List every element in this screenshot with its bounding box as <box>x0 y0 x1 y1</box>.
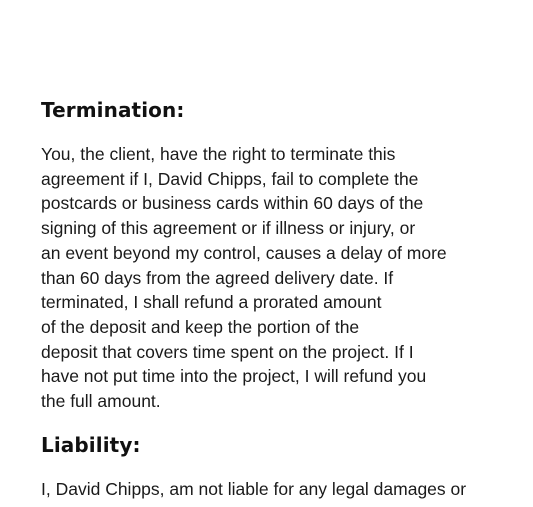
paragraph-line: postcards or business cards within 60 days of the <box>41 193 424 214</box>
paragraph-line: an event beyond my control, causes a delay of more <box>41 242 447 263</box>
document-page <box>41 96 511 501</box>
paragraph-line: have not put time into the project, I will refund you <box>41 366 427 387</box>
paragraph-line: You, the client, have the right to terminate this <box>41 144 396 164</box>
paragraph-line: agreement if I, David Chipps, fail to complete the <box>41 168 419 189</box>
paragraph-line: deposit that covers time spent on the project. If I <box>41 341 414 362</box>
termination-paragraph <box>41 142 511 414</box>
paragraph-line: signing of this agreement or if illness or injury, or <box>41 218 416 239</box>
paragraph-line: than 60 days from the agreed delivery date. If <box>41 267 394 288</box>
paragraph-line: I, David Chipps, am not liable for any legal damages or <box>41 478 467 499</box>
liability-paragraph <box>41 477 511 502</box>
section-heading-liability: Liability: <box>41 432 141 457</box>
paragraph-line: of the deposit and keep the portion of the <box>41 316 360 337</box>
section-heading-termination: Termination: <box>41 98 185 122</box>
paragraph-line: the full amount. <box>41 391 161 412</box>
paragraph-line: terminated, I shall refund a prorated amount <box>41 292 382 313</box>
